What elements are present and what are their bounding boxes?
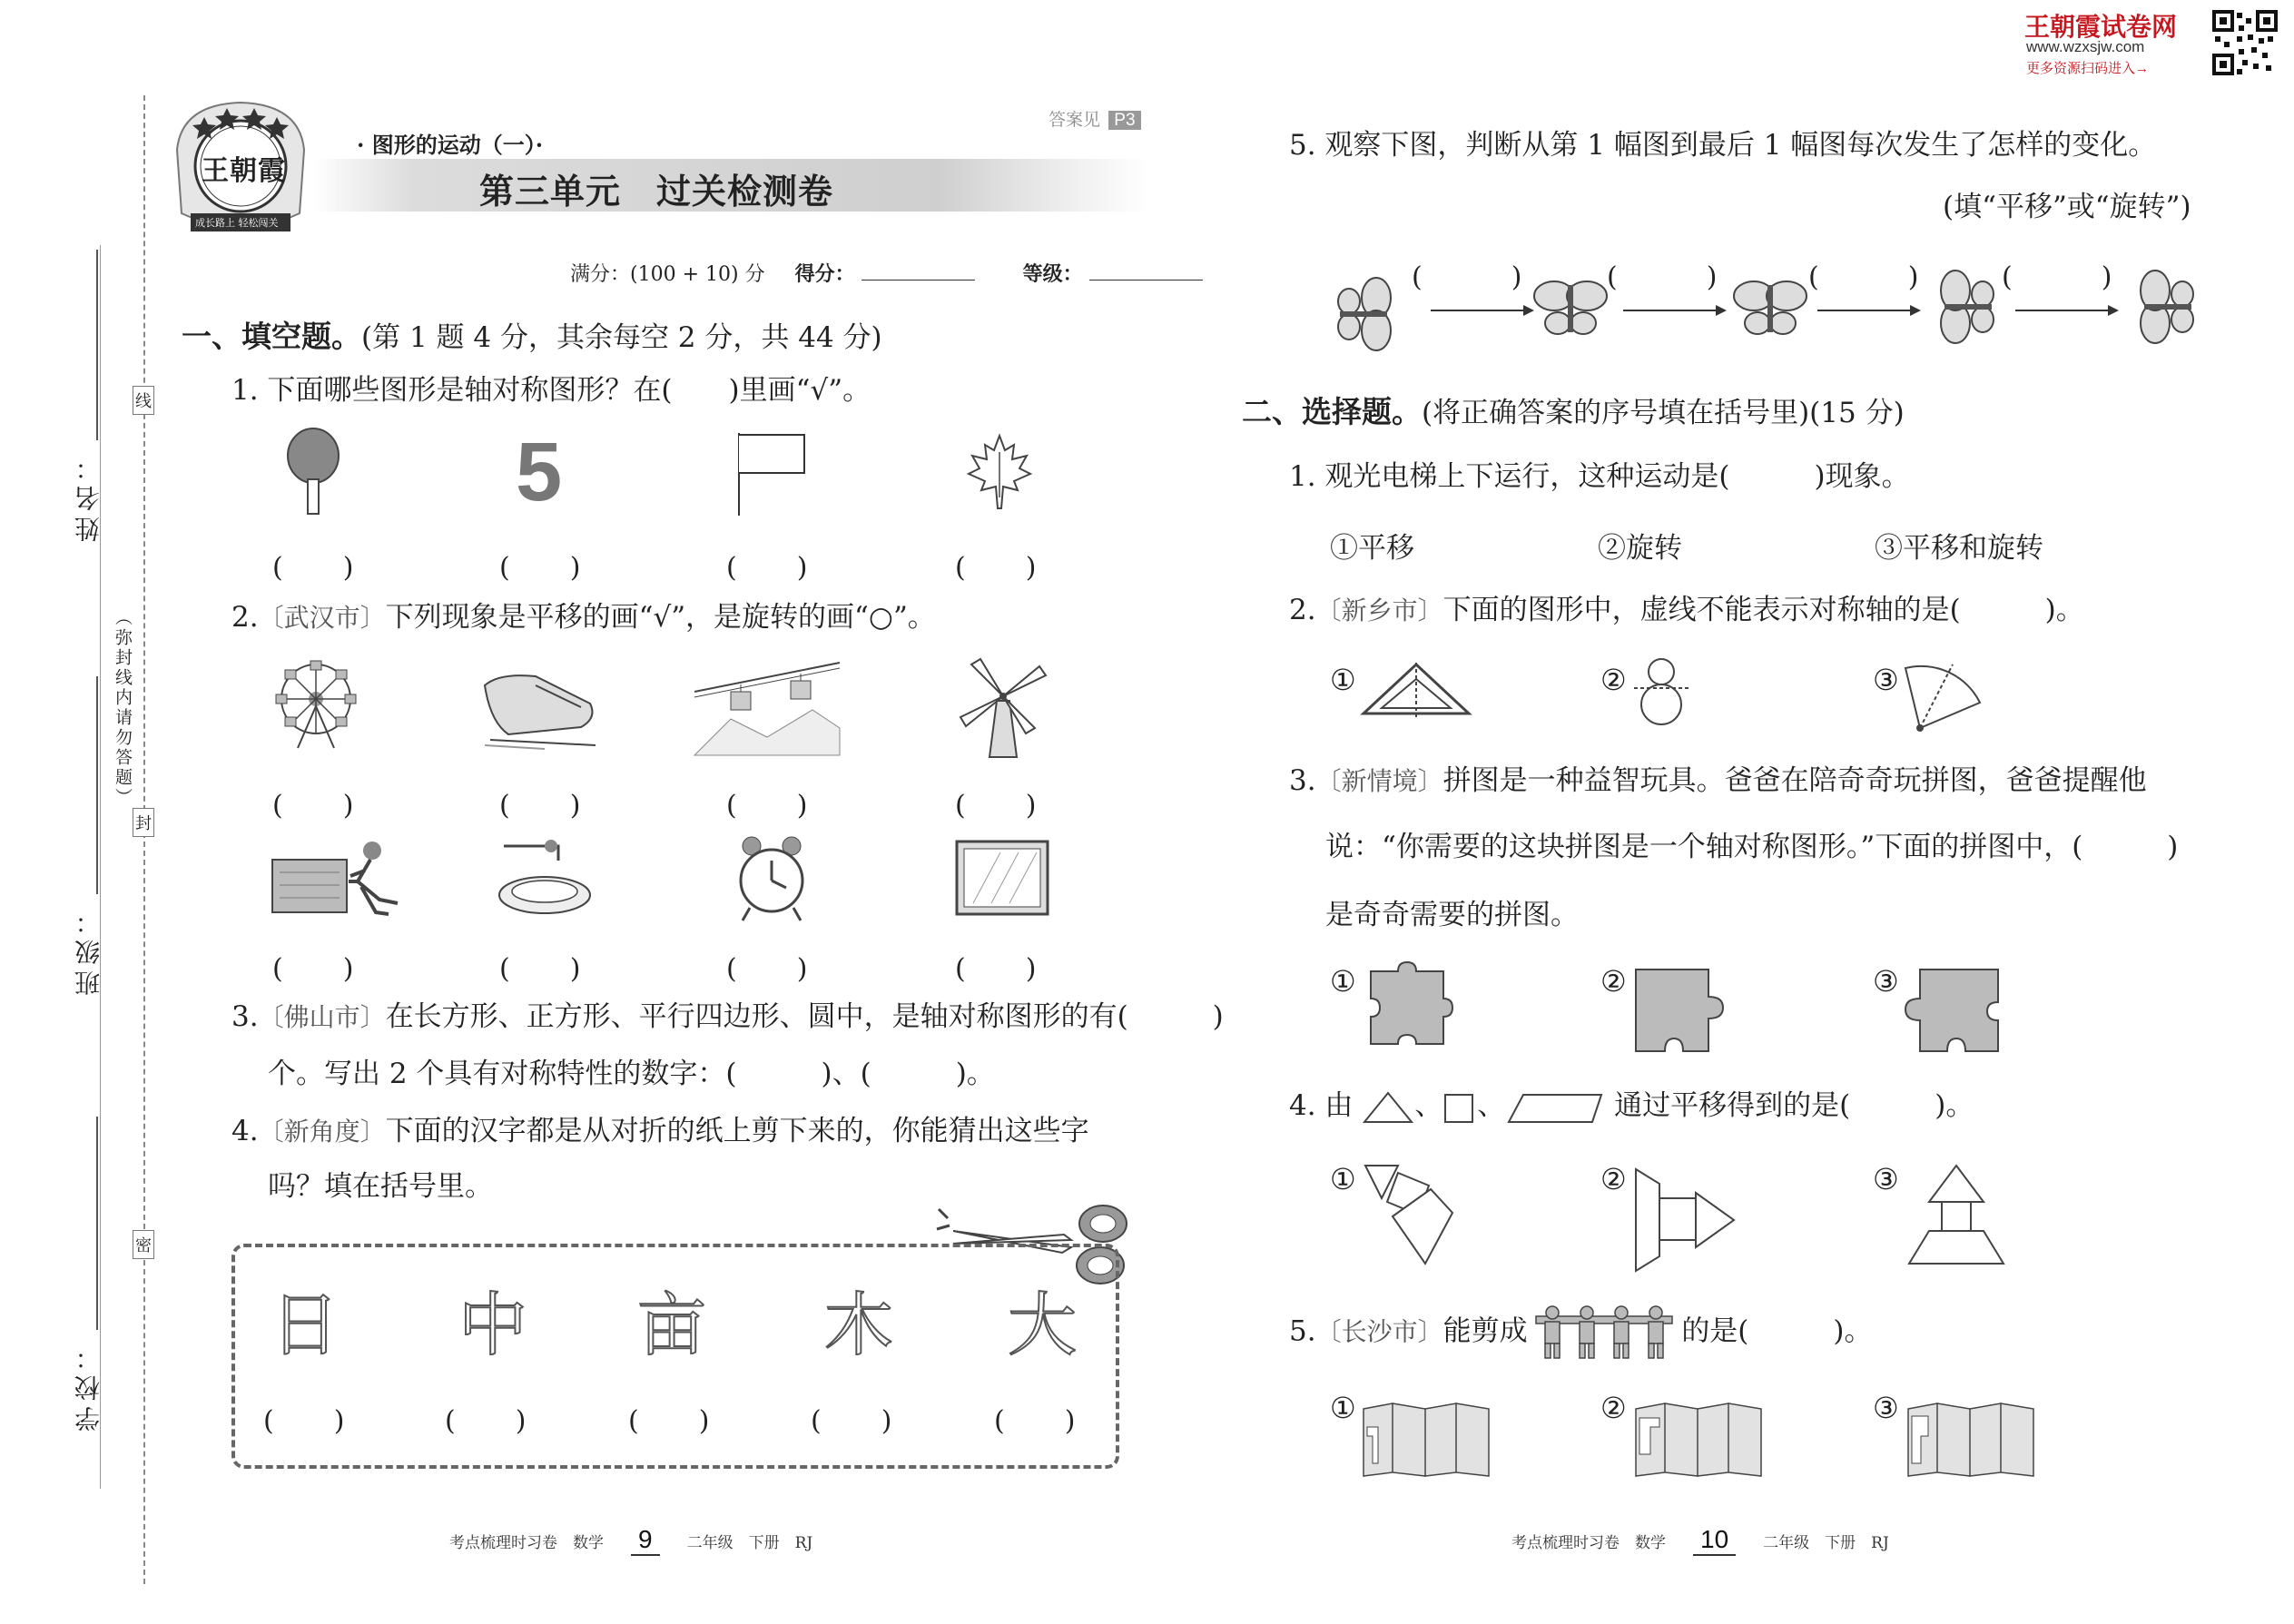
c4-option-3-label[interactable]: ③ (1873, 1162, 1899, 1196)
q1-answer-4[interactable]: ( ) (955, 552, 1039, 584)
c2-option-3-label[interactable]: ③ (1873, 663, 1899, 697)
c2-option-2-label[interactable]: ② (1600, 663, 1627, 697)
q3-body1: 在长方形、正方形、平行四边形、圆中，是轴对称图形的有( ) (385, 1000, 1224, 1033)
c4-option-1-label[interactable]: ① (1330, 1162, 1356, 1196)
half-char-1: 日 (271, 1284, 340, 1365)
pushing-box-icon (271, 840, 411, 917)
q3-line1 (231, 999, 1224, 1036)
snowman-icon[interactable] (1634, 655, 1689, 728)
grade-field[interactable] (1089, 280, 1203, 281)
folded-paper-2-icon[interactable] (1632, 1400, 1776, 1478)
c5-tag: 〔长沙市〕 (1315, 1316, 1443, 1347)
c3-option-1-label[interactable]: ① (1330, 964, 1356, 999)
q4-number: 4. (231, 1115, 259, 1147)
c5-option-2-label[interactable]: ② (1600, 1391, 1627, 1425)
c4-sep-1: 、 (1414, 1089, 1443, 1122)
left-footer (449, 1525, 812, 1556)
paper-dolls-icon (1536, 1305, 1672, 1360)
puzzle-piece-2-icon[interactable] (1632, 966, 1734, 1057)
q4-answer-4[interactable]: ( ) (811, 1405, 894, 1437)
section2-title: 二、选择题。 (1242, 394, 1422, 429)
q2-answer-2[interactable]: ( ) (499, 790, 583, 822)
half-char-5: 大 (1008, 1284, 1077, 1365)
grade-label: 等级： (1022, 262, 1083, 286)
trapezoid-shape-icon (1505, 1090, 1605, 1125)
fold-line (100, 245, 101, 1489)
digit-five: 5 (516, 426, 563, 518)
c5-prefix: 能剪成 (1442, 1314, 1528, 1348)
brand-block[interactable] (2024, 7, 2288, 82)
q3-line2: 个。写出 2 个具有对称特性的数字：( )、( )。 (268, 1058, 995, 1090)
folded-paper-3-icon[interactable] (1905, 1400, 2048, 1478)
c3-line1 (1289, 763, 2147, 800)
q4-body1: 下面的汉字都是从对折的纸上剪下来的，你能猜出这些字 (385, 1115, 1089, 1147)
q4-line1 (231, 1113, 1089, 1150)
brand-url: www.wzxsjw.com (2026, 38, 2145, 55)
butterfly-2-icon (1534, 281, 1607, 334)
c3-line2: 说：“你需要的这块拼图是一个轴对称图形。”下面的拼图中，( ) (1325, 831, 2179, 863)
c5-option-1-label[interactable]: ① (1330, 1391, 1356, 1425)
school-field[interactable] (96, 1117, 98, 1330)
answer-ref (1049, 106, 1141, 131)
qr-code-icon (2211, 9, 2279, 76)
right-footer (1511, 1525, 1889, 1556)
square-shape-icon (1442, 1090, 1477, 1125)
q4-answer-2[interactable]: ( ) (445, 1405, 528, 1437)
fan-sector-icon[interactable] (1902, 655, 1984, 737)
q2-answer-8[interactable]: ( ) (955, 953, 1039, 985)
seal-mark-feng: 封 (133, 808, 154, 837)
maple-leaf-icon (967, 434, 1032, 510)
right-footer-grade: 二年级 下册 RJ (1763, 1534, 1889, 1552)
c5-suffix: 的是( )。 (1681, 1314, 1873, 1348)
c2-option-1-label[interactable]: ① (1330, 663, 1356, 697)
brand-more: 更多资源扫码进入→ (2026, 61, 2150, 76)
seal-notice: （弥封线内请勿答题） (113, 608, 133, 808)
name-label: 姓名： (74, 449, 103, 542)
right-footer-book: 考点梳理时习卷 数学 (1511, 1534, 1666, 1552)
left-page-number: 9 (631, 1525, 660, 1556)
unit-topic: · 图形的运动（一）· (357, 132, 544, 158)
c2-body: 下面的图形中，虚线不能表示对称轴的是( )。 (1442, 594, 2084, 626)
seal-mark-xian: 线 (133, 386, 154, 415)
q5-answer-3[interactable]: ( ) (1808, 261, 1921, 293)
school-label: 学校： (74, 1339, 103, 1432)
puzzle-piece-3-icon[interactable] (1893, 966, 2002, 1057)
q5-hint: (填“平移”或“旋转”) (1943, 191, 2191, 223)
half-char-2: 中 (458, 1284, 527, 1365)
half-char-3: 亩 (637, 1284, 706, 1365)
ferris-wheel-icon (271, 661, 361, 752)
logo-slogan: 成长路上 轻松闯关 (195, 217, 279, 229)
section2-heading (1242, 389, 1905, 431)
butterfly-3-icon (1734, 281, 1807, 334)
folded-paper-1-icon[interactable] (1360, 1400, 1503, 1478)
q3-number: 3. (231, 1000, 259, 1033)
score-label: 得分： (794, 262, 855, 286)
ping-pong-paddle-icon (286, 427, 340, 517)
c1-option-1[interactable]: ①平移 (1330, 532, 1414, 565)
name-field[interactable] (96, 250, 98, 440)
section1-note: (第 1 题 4 分，其余每空 2 分，共 44 分) (361, 321, 882, 354)
q2-answer-5[interactable]: ( ) (272, 953, 356, 985)
q1-text: 1. 下面哪些图形是轴对称图形？在( )里画“√”。 (231, 374, 871, 407)
butterfly-4-icon (1941, 271, 1994, 343)
c2-text (1289, 592, 2084, 629)
c5-number: 5. (1289, 1314, 1316, 1348)
q2-answer-3[interactable]: ( ) (726, 790, 810, 822)
cable-car-icon (694, 655, 840, 755)
windmill-icon (953, 655, 1053, 760)
cut-line (143, 95, 145, 1584)
c1-text: 1. 观光电梯上下运行，这种运动是( )现象。 (1289, 460, 1910, 493)
q2-answer-4[interactable]: ( ) (955, 790, 1039, 822)
q5-answer-2[interactable]: ( ) (1607, 261, 1719, 293)
triangle-ruler-icon[interactable] (1362, 663, 1471, 717)
triangle-shape-icon (1362, 1090, 1414, 1125)
c4-prefix: 4. 由 (1289, 1089, 1354, 1122)
q1-answer-1[interactable]: ( ) (272, 552, 356, 584)
q4-line2: 吗？填在括号里。 (268, 1170, 493, 1203)
c4-option-2-label[interactable]: ② (1600, 1162, 1627, 1196)
q3-tag: 〔佛山市〕 (258, 1002, 386, 1032)
butterfly-1-icon (1338, 278, 1391, 350)
q5-text: 5. 观察下图，判断从第 1 幅图到最后 1 幅图每次发生了怎样的变化。 (1289, 129, 2157, 162)
answer-ref-label: 答案见 (1049, 111, 1101, 130)
alarm-clock-icon (735, 833, 808, 924)
c2-tag: 〔新乡市〕 (1315, 595, 1443, 625)
q2-answer-7[interactable]: ( ) (726, 953, 810, 985)
c4-figure-2-icon[interactable] (1632, 1166, 1741, 1275)
brand-name: 王朝霞试卷网 (2024, 13, 2178, 41)
left-footer-grade: 二年级 下册 RJ (686, 1534, 813, 1552)
sliding-window-icon (955, 840, 1050, 917)
high-speed-train-icon (481, 667, 599, 749)
q4-answer-3[interactable]: ( ) (628, 1405, 712, 1437)
c3-option-2-label[interactable]: ② (1600, 964, 1627, 999)
logo-badge (163, 95, 318, 241)
half-char-4: 木 (824, 1284, 893, 1365)
score-field[interactable] (861, 280, 975, 281)
c5-text (1289, 1305, 1873, 1360)
binding-margin (0, 0, 154, 1624)
section1-title: 一、填空题。 (182, 319, 361, 354)
full-score: 满分：(100 + 10) 分 (570, 263, 765, 286)
c3-body1: 拼图是一种益智玩具。爸爸在陪奇奇玩拼图，爸爸提醒他 (1442, 764, 2147, 797)
butterfly-5-icon (2141, 271, 2193, 343)
q2-answer-6[interactable]: ( ) (499, 953, 583, 985)
right-page-number: 10 (1693, 1525, 1736, 1556)
c1-option-2[interactable]: ②旋转 (1598, 532, 1682, 565)
q2-body: 下列现象是平移的画“√”，是旋转的画“○”。 (385, 601, 936, 634)
q1-answer-2[interactable]: ( ) (499, 552, 583, 584)
q2-tag: 〔武汉市〕 (258, 603, 386, 633)
puzzle-piece-1-icon[interactable] (1362, 962, 1452, 1053)
logo-text: 王朝霞 (202, 155, 286, 187)
c4-suffix: 通过平移得到的是( )。 (1614, 1089, 1974, 1122)
q4-tag: 〔新角度〕 (258, 1117, 386, 1147)
flag-icon (735, 431, 808, 517)
c4-sep-2: 、 (1477, 1089, 1506, 1122)
answer-ref-page: P3 (1108, 111, 1140, 130)
c5-option-3-label[interactable]: ③ (1873, 1391, 1899, 1425)
c3-option-3-label[interactable]: ③ (1873, 964, 1899, 999)
c3-tag: 〔新情境〕 (1315, 766, 1443, 796)
q5-answer-1[interactable]: ( ) (1412, 261, 1524, 293)
section2-note: (将正确答案的序号填在括号里)(15 分) (1422, 397, 1905, 429)
c2-number: 2. (1289, 594, 1316, 626)
c4-figure-3-icon[interactable] (1902, 1162, 2011, 1271)
score-row (570, 259, 1203, 287)
c4-figure-1-icon[interactable] (1362, 1162, 1471, 1271)
q2-answer-1[interactable]: ( ) (272, 790, 356, 822)
class-label: 班级： (74, 903, 103, 996)
c3-line3: 是奇奇需要的拼图。 (1325, 899, 1579, 931)
q2-text (231, 599, 936, 636)
q4-answer-5[interactable]: ( ) (994, 1405, 1078, 1437)
class-field[interactable] (96, 676, 98, 894)
q4-answer-1[interactable]: ( ) (263, 1405, 347, 1437)
q5-answer-4[interactable]: ( ) (2002, 261, 2114, 293)
left-footer-book: 考点梳理时习卷 数学 (449, 1534, 604, 1552)
page-title: 第三单元 过关检测卷 (479, 171, 834, 212)
c4-text (1289, 1088, 1974, 1125)
seal-mark-mi: 密 (133, 1230, 154, 1259)
section1-heading (182, 313, 882, 356)
c3-number: 3. (1289, 764, 1316, 797)
q2-number: 2. (231, 601, 259, 634)
q1-answer-3[interactable]: ( ) (726, 552, 810, 584)
c1-option-3[interactable]: ③平移和旋转 (1875, 532, 2043, 565)
faucet-basin-icon (495, 833, 595, 920)
